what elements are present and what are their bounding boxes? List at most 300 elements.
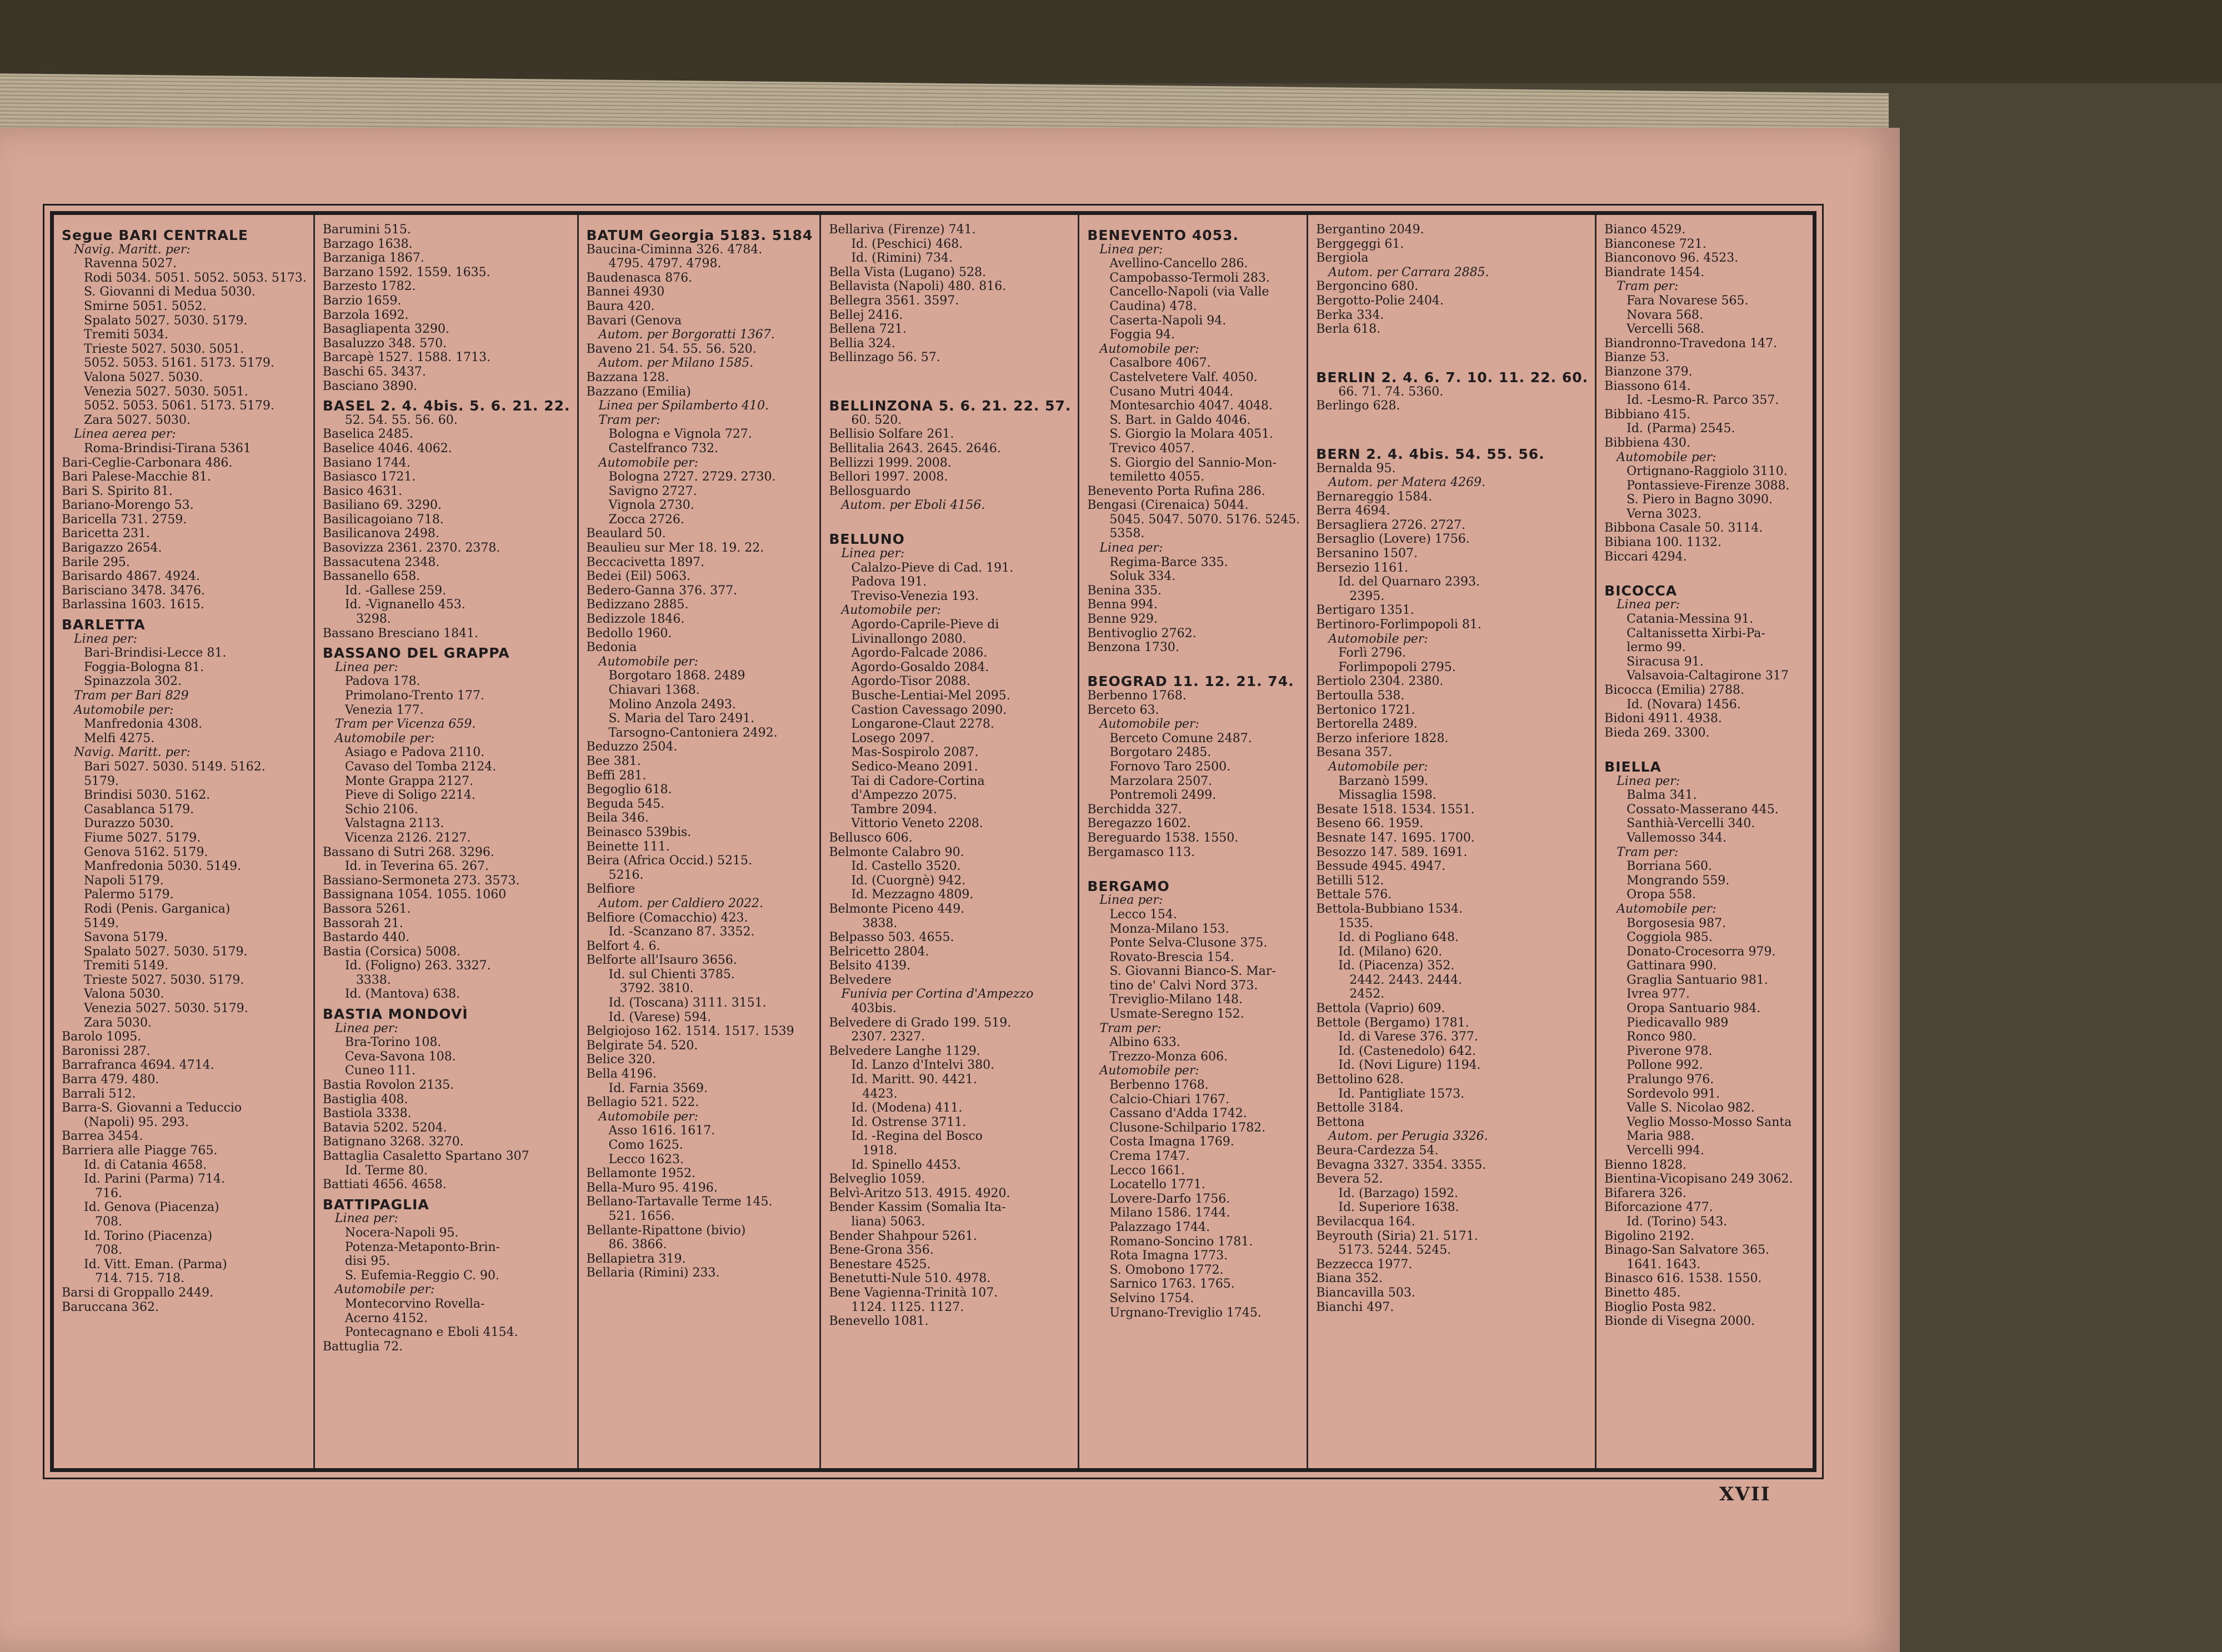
index-entry: Asiago e Padova 2110. [344, 745, 485, 760]
index-entry: Bene Vagienna-Trinità 107. [829, 1285, 998, 1300]
index-entry: Barolo 1095. [62, 1030, 142, 1044]
index-entry: Veglio Mosso-Mosso Santa [1627, 1115, 1792, 1129]
index-entry: Treviso-Venezia 193. [851, 589, 979, 603]
index-entry: Bettolle 3184. [1316, 1101, 1404, 1115]
index-entry: Trevico 4057. [1109, 441, 1195, 455]
index-entry: Benna 994. [1087, 598, 1158, 612]
index-heading: BASTIA MONDOVÌ [322, 1006, 468, 1023]
index-entry: Benina 335. [1087, 583, 1162, 598]
index-entry: Autom. per Borgoratti 1367. [598, 328, 775, 342]
index-entry: Automobile per: [598, 1109, 698, 1124]
index-entry: Automobile per: [1328, 759, 1428, 774]
index-entry: Biandrate 1454. [1604, 265, 1705, 279]
index-entry: Bernareggio 1584. [1316, 489, 1433, 504]
index-entry: Pieve di Soligo 2214. [344, 788, 476, 803]
index-entry: Bella Vista (Lugano) 528. [829, 265, 987, 279]
index-entry: Batignano 3268. 3270. [322, 1135, 464, 1149]
index-entry: Beyrouth (Siria) 21. 5171. [1316, 1229, 1478, 1243]
index-entry: Beregazzo 1602. [1087, 817, 1191, 831]
index-entry: Id. sul Chienti 3785. [608, 967, 735, 982]
index-entry: Bologna e Vignola 727. [608, 427, 752, 442]
index-entry: Belvedere di Grado 199. 519. [829, 1015, 1012, 1030]
index-entry: Basovizza 2361. 2370. 2378. [322, 541, 501, 555]
index-entry: Id. -Scanzano 87. 3352. [608, 925, 755, 939]
index-entry: Belvì-Aritzo 513. 4915. 4920. [829, 1186, 1010, 1200]
index-entry: Berlingo 628. [1316, 399, 1400, 413]
index-entry: Agordo-Caprile-Pieve di [851, 618, 999, 632]
index-entry: Benevello 1081. [829, 1314, 929, 1329]
index-entry: Catania-Messina 91. [1627, 612, 1754, 627]
index-entry: Berceto Comune 2487. [1109, 731, 1252, 745]
index-column-3 [579, 215, 822, 1468]
index-entry: Vicenza 2126. 2127. [344, 830, 471, 845]
index-entry: Bologna 2727. 2729. 2730. [608, 470, 776, 484]
index-entry: Bellusco 606. [829, 830, 913, 845]
index-entry: S. Bart. in Galdo 4046. [1109, 413, 1251, 427]
index-entry: Benestare 4525. [829, 1257, 931, 1271]
index-entry: Marzolara 2507. [1109, 774, 1213, 788]
index-entry: Nocera-Napoli 95. [344, 1225, 459, 1240]
index-entry: Battiati 4656. 4658. [322, 1178, 447, 1192]
index-entry: Oropa 558. [1627, 888, 1696, 902]
index-entry: Rovato-Brescia 154. [1109, 950, 1234, 964]
page-number: XVII [1719, 1483, 1771, 1505]
index-entry: Funivia per Cortina d'Ampezzo [841, 987, 1034, 1002]
index-column-2 [315, 215, 579, 1468]
index-entry: Berceto 63. [1087, 703, 1159, 717]
index-entry: Belfiore [586, 882, 635, 897]
index-entry: Linea per: [334, 660, 398, 674]
index-entry: Bettona [1316, 1115, 1365, 1129]
index-entry: Acerno 4152. [344, 1311, 428, 1325]
index-entry: Belsito 4139. [829, 959, 910, 973]
index-entry: Cassano d'Adda 1742. [1109, 1107, 1247, 1121]
index-entry: Id. (Parma) 2545. [1627, 422, 1735, 436]
index-entry: Foggia-Bologna 81. [84, 660, 204, 674]
index-entry: Milano 1586. 1744. [1109, 1206, 1230, 1220]
index-entry: Busche-Lentiai-Mel 2095. [851, 689, 1010, 703]
index-entry [829, 365, 1071, 379]
index-entry: Betilli 512. [1316, 873, 1384, 888]
index-entry: Beaulard 50. [586, 527, 666, 541]
index-entry: Montesarchio 4047. 4048. [1109, 399, 1273, 413]
index-entry: Id. -Regina del Bosco [851, 1129, 983, 1144]
index-entry: Automobile per: [1099, 717, 1199, 732]
index-entry: Automobile per: [1099, 342, 1199, 356]
index-entry: Calalzo-Pieve di Cad. 191. [851, 560, 1014, 575]
index-entry: Bicocca (Emilia) 2788. [1604, 683, 1744, 697]
index-entry: Binasco 616. 1538. 1550. [1604, 1271, 1762, 1286]
index-entry: Automobile per: [1099, 1064, 1199, 1078]
index-entry: Biancavilla 503. [1316, 1285, 1415, 1300]
index-entry: Beccacivetta 1897. [586, 555, 705, 569]
index-entry: Bigolino 2192. [1604, 1229, 1695, 1243]
index-entry: Sarnico 1763. 1765. [1109, 1277, 1235, 1291]
index-entry: Basagliapenta 3290. [322, 322, 449, 337]
index-entry: Bersaglio (Lovere) 1756. [1316, 532, 1470, 547]
index-entry: Bettale 576. [1316, 888, 1392, 902]
index-entry: Montecorvino Rovella- [344, 1296, 485, 1311]
index-entry: Coggiola 985. [1627, 930, 1713, 945]
index-entry: Barile 295. [62, 555, 130, 569]
index-entry: Id. (Cuorgnè) 942. [851, 873, 966, 888]
index-entry: Castelfranco 732. [608, 441, 719, 455]
index-entry: Bettole (Bergamo) 1781. [1316, 1015, 1469, 1030]
index-heading: BASSANO DEL GRAPPA [322, 645, 510, 662]
index-entry: Fornovo Taro 2500. [1109, 759, 1231, 774]
index-entry: 3792. 3810. [619, 982, 694, 996]
index-column-4 [821, 215, 1079, 1468]
index-entry: Battaglia Casaletto Spartano 307 [322, 1149, 529, 1163]
index-frame [50, 211, 1816, 1472]
index-entry: Baruccana 362. [62, 1300, 159, 1314]
index-entry: S. Giovanni di Medua 5030. [84, 285, 256, 299]
index-entry: Biana 352. [1316, 1271, 1383, 1286]
index-entry: Bellosguardo [829, 484, 911, 498]
index-entry: Bassora 5261. [322, 902, 411, 916]
index-entry: Bassignana 1054. 1055. 1060 [322, 888, 507, 902]
index-entry: Berchidda 327. [1087, 802, 1182, 817]
index-entry: Bifarera 326. [1604, 1186, 1686, 1200]
index-entry: Bianzone 379. [1604, 364, 1693, 379]
index-entry: Autom. per Milano 1585. [598, 356, 754, 371]
index-entry: Zocca 2726. [608, 512, 684, 527]
index-entry: Linea per: [1617, 774, 1680, 788]
index-entry: Beinette 111. [586, 839, 670, 854]
index-entry: 3838. [862, 916, 898, 930]
index-entry: Gattinara 990. [1627, 959, 1717, 973]
index-entry: Bessude 4945. 4947. [1316, 859, 1446, 874]
index-entry: Bettola-Bubbiano 1534. [1316, 902, 1463, 916]
index-entry: S. Giovanni Bianco-S. Mar- [1109, 964, 1276, 979]
index-entry: Id. Genova (Piacenza) [84, 1200, 219, 1215]
index-entry: Cuneo 111. [344, 1064, 416, 1078]
index-entry: Id. Terme 80. [344, 1163, 428, 1178]
index-entry: Beila 346. [586, 811, 649, 825]
index-entry: 66. 71. 74. 5360. [1338, 384, 1444, 399]
index-entry: 5173. 5244. 5245. [1338, 1243, 1452, 1258]
index-entry: Venezia 177. [344, 703, 424, 717]
index-entry [1316, 413, 1588, 428]
index-entry: Rodi (Penis. Garganica) [84, 902, 231, 916]
index-entry: Bellavista (Napoli) 480. 816. [829, 279, 1007, 294]
index-entry: Missaglia 1598. [1338, 788, 1437, 803]
index-entry: Beduzzo 2504. [586, 740, 678, 754]
index-entry: 1535. [1338, 916, 1374, 930]
index-entry: Bernalda 95. [1316, 461, 1396, 475]
index-entry: Agordo-Tisor 2088. [851, 674, 970, 689]
index-entry: Caserta-Napoli 94. [1109, 313, 1227, 328]
index-entry: Automobile per: [1617, 450, 1716, 464]
index-entry: Besate 1518. 1534. 1551. [1316, 802, 1475, 817]
index-entry: Bettolino 628. [1316, 1073, 1404, 1087]
index-entry: Automobile per: [598, 455, 698, 470]
index-entry: Id. di Varese 376. 377. [1338, 1030, 1478, 1044]
index-entry: Linea per: [1617, 598, 1680, 612]
index-entry: Id. (Modena) 411. [851, 1101, 963, 1115]
index-entry: 52. 54. 55. 56. 60. [344, 413, 458, 427]
index-entry: Bergamasco 113. [1087, 845, 1195, 859]
index-entry: Vercelli 994. [1627, 1144, 1704, 1158]
index-entry: Bella 4196. [586, 1067, 657, 1082]
index-entry: Belgirate 54. 520. [586, 1038, 698, 1053]
index-entry: Valona 5030. [84, 987, 164, 1002]
index-entry: 5179. [84, 774, 119, 788]
index-entry: Campobasso-Termoli 283. [1109, 271, 1270, 285]
index-entry: Id. Maritt. 90. 4421. [851, 1073, 977, 1087]
index-entry: Bevilacqua 164. [1316, 1214, 1415, 1229]
index-entry: Bellisio Solfare 261. [829, 427, 954, 442]
index-entry: Id. Lanzo d'Intelvi 380. [851, 1058, 995, 1073]
index-entry: Binago-San Salvatore 365. [1604, 1243, 1770, 1258]
index-entry: Pollone 992. [1627, 1058, 1703, 1073]
index-entry: S. Giorgio la Molara 4051. [1109, 427, 1274, 442]
index-entry: Castelvetere Valf. 4050. [1109, 370, 1258, 384]
index-entry: Brindisi 5030. 5162. [84, 788, 211, 803]
index-entry: Bevagna 3327. 3354. 3355. [1316, 1158, 1487, 1172]
index-entry: Id. -Vignanello 453. [344, 598, 466, 612]
index-entry: Bra-Torino 108. [344, 1035, 442, 1050]
index-entry [1316, 337, 1588, 351]
index-entry: Schio 2106. [344, 802, 418, 817]
index-entry: Genova 5162. 5179. [84, 845, 208, 859]
index-entry: Losego 2097. [851, 731, 934, 745]
index-entry: Id. (Barzago) 1592. [1338, 1186, 1459, 1200]
index-entry: Pontremoli 2499. [1109, 788, 1217, 803]
index-entry: Melfi 4275. [84, 731, 155, 745]
index-entry: Linea per: [841, 547, 905, 561]
index-entry: disi 95. [344, 1254, 391, 1269]
index-entry: Barzio 1659. [322, 293, 402, 308]
index-entry: Automobile per: [334, 731, 435, 745]
index-entry: Padova 178. [344, 674, 421, 689]
index-entry: Benetutti-Nule 510. 4978. [829, 1271, 991, 1286]
index-entry: Automobile per: [1328, 632, 1428, 646]
index-heading: BELLINZONA 5. 6. 21. 22. 57. [829, 398, 1072, 414]
index-entry: Bergoncino 680. [1316, 279, 1419, 294]
index-heading: BASEL 2. 4. 4bis. 5. 6. 21. 22. [322, 398, 570, 414]
index-entry: Oropa Santuario 984. [1627, 1002, 1761, 1016]
index-entry: Barzago 1638. [322, 237, 413, 251]
index-entry: Bianconese 721. [1604, 237, 1706, 251]
index-entry: Automobile per: [334, 1283, 435, 1297]
index-entry: Bee 381. [586, 754, 641, 768]
index-entry: Barzesto 1782. [322, 279, 416, 294]
index-entry: Ivrea 977. [1627, 987, 1690, 1002]
index-entry: Navig. Maritt. per: [74, 242, 191, 257]
index-entry: Barlassina 1603. 1615. [62, 598, 204, 612]
index-entry [1604, 740, 1806, 754]
index-entry: Bioglio Posta 982. [1604, 1300, 1716, 1314]
index-entry: Potenza-Metaponto-Brin- [344, 1240, 500, 1254]
index-entry: Vignola 2730. [608, 498, 694, 513]
index-entry: 1641. 1643. [1627, 1257, 1701, 1271]
index-entry: Bettola (Vaprio) 609. [1316, 1002, 1445, 1016]
index-entry: Bene-Grona 356. [829, 1243, 934, 1258]
index-entry: Lovere-Darfo 1756. [1109, 1192, 1230, 1206]
index-entry: Bassanello 658. [322, 569, 421, 584]
index-entry: Caltanissetta Xirbi-Pa- [1627, 626, 1765, 640]
index-entry: Barigazzo 2654. [62, 541, 162, 555]
index-entry: Siracusa 91. [1627, 654, 1704, 669]
index-entry: 5149. [84, 916, 119, 930]
index-entry: Id. (Varese) 594. [608, 1010, 712, 1024]
index-entry: Venezia 5027. 5030. 5051. [84, 384, 248, 399]
index-entry: Biassono 614. [1604, 379, 1691, 393]
index-entry: Barriera alle Piagge 765. [62, 1144, 218, 1158]
index-entry: Fiume 5027. 5179. [84, 830, 201, 845]
index-heading: BELLUNO [829, 531, 905, 548]
index-entry [1087, 859, 1300, 874]
index-entry: Mongrando 559. [1627, 873, 1730, 888]
index-entry: Tambre 2094. [851, 802, 937, 817]
index-entry: Linea per: [1099, 541, 1163, 555]
index-entry: Bazzano (Emilia) [586, 384, 691, 399]
index-entry: Bellizzi 1999. 2008. [829, 455, 952, 470]
index-entry: Manfredonia 4308. [84, 717, 203, 732]
index-entry: Manfredonia 5030. 5149. [84, 859, 242, 874]
index-entry: Bellano-Tartavalle Terme 145. [586, 1195, 773, 1209]
index-entry: Borriana 560. [1627, 859, 1713, 874]
index-entry: 3298. [356, 612, 391, 627]
index-entry: Calcio-Chiari 1767. [1109, 1092, 1230, 1107]
index-entry: Tram per: [1099, 1021, 1162, 1035]
index-entry: Baucina-Ciminna 326. 4784. [586, 242, 763, 257]
index-entry: Berka 334. [1316, 308, 1384, 322]
index-entry: Binetto 485. [1604, 1285, 1681, 1300]
index-entry: Bibbona Casale 50. 3114. [1604, 521, 1763, 535]
index-entry: Bastiglia 408. [322, 1092, 408, 1107]
index-entry: Bionde di Visegna 2000. [1604, 1314, 1755, 1329]
index-entry: Bannei 4930 [586, 285, 665, 299]
index-entry: Romano-Soncino 1781. [1109, 1234, 1253, 1249]
index-entry: Baselice 4046. 4062. [322, 441, 452, 455]
index-entry: Barcapè 1527. 1588. 1713. [322, 351, 491, 365]
index-entry: Molino Anzola 2493. [608, 697, 736, 712]
index-entry: Id. di Pogliano 648. [1338, 930, 1459, 945]
index-entry: Bari-Brindisi-Lecce 81. [84, 646, 227, 660]
index-entry: Trezzo-Monza 606. [1109, 1049, 1228, 1064]
index-entry: Barisciano 3478. 3476. [62, 583, 205, 598]
index-entry: Ronco 980. [1627, 1030, 1696, 1044]
index-entry: Verna 3023. [1627, 507, 1701, 521]
index-heading: BARLETTA [62, 617, 146, 633]
index-entry: Urgnano-Treviglio 1745. [1109, 1305, 1262, 1320]
index-entry: Barrafranca 4694. 4714. [62, 1058, 214, 1073]
index-entry: Belricetto 2804. [829, 944, 929, 959]
index-entry: Lecco 1661. [1109, 1163, 1185, 1178]
index-entry: Bertinoro-Forlimpopoli 81. [1316, 618, 1482, 632]
index-entry: Basiasco 1721. [322, 470, 416, 484]
index-entry: S. Eufemia-Reggio C. 90. [344, 1268, 499, 1283]
index-entry: Berla 618. [1316, 322, 1381, 337]
index-entry: Bibiana 100. 1132. [1604, 535, 1721, 550]
index-entry: Id. Mezzagno 4809. [851, 888, 974, 902]
index-entry: Navig. Maritt. per: [74, 745, 191, 760]
index-entry: Besenо 66. 1959. [1316, 817, 1424, 831]
index-entry [829, 379, 1071, 394]
index-entry: Bezzecca 1977. [1316, 1257, 1413, 1271]
index-entry: temiletto 4055. [1109, 470, 1205, 484]
index-entry: d'Ampezzo 2075. [851, 788, 957, 803]
index-entry: Basiliano 69. 3290. [322, 498, 442, 513]
index-entry: Belfort 4. 6. [586, 939, 660, 953]
index-entry: Id. (Novara) 1456. [1627, 697, 1741, 712]
index-entry: 716. [95, 1186, 122, 1200]
index-entry: Bianze 53. [1604, 351, 1670, 365]
index-entry: Bender Kassim (Somalia Ita- [829, 1200, 1006, 1215]
index-entry: 714. 715. 718. [95, 1271, 184, 1286]
index-entry: S. Omobono 1772. [1109, 1263, 1224, 1277]
index-entry: Castion Cavessago 2090. [851, 703, 1007, 717]
index-entry: Bavari (Genova [586, 313, 682, 328]
index-entry: Tram per: [598, 413, 660, 427]
index-entry: Tram per: [1617, 279, 1679, 294]
index-entry: Autom. per Perugia 3326. [1328, 1129, 1488, 1144]
index-heading: Segue BARI CENTRALE [62, 227, 248, 243]
index-entry [1087, 655, 1300, 669]
index-entry: Vittorio Veneto 2208. [851, 817, 983, 831]
index-entry: Bergotto-Polie 2404. [1316, 293, 1444, 308]
index-entry: Bianconovo 96. 4523. [1604, 251, 1739, 266]
index-entry: Barrea 3454. [62, 1129, 143, 1144]
index-entry: Id. (Peschici) 468. [851, 237, 963, 251]
index-entry: Belmonte Piceno 449. [829, 902, 965, 916]
index-entry: Pontassieve-Firenze 3088. [1627, 478, 1790, 493]
index-entry: Bellena 721. [829, 322, 907, 337]
index-entry: Borgotaro 1868. 2489 [608, 669, 745, 683]
index-entry: Bassorah 21. [322, 916, 403, 930]
index-entry: Albino 633. [1109, 1035, 1180, 1050]
index-entry: Ceva-Savona 108. [344, 1049, 456, 1064]
index-column-5 [1079, 215, 1308, 1468]
index-entry [829, 513, 1071, 527]
index-entry: Bedei (Eil) 5063. [586, 569, 691, 584]
index-entry: Barrali 512. [62, 1087, 136, 1101]
index-entry: Graglia Santuario 981. [1627, 973, 1768, 987]
index-entry: Rodi 5034. 5051. 5052. 5053. 5173. [84, 271, 307, 285]
background-edge [0, 0, 2222, 83]
index-entry [1316, 427, 1588, 442]
index-entry: Piedicavallo 989 [1627, 1015, 1729, 1030]
index-entry: 4795. 4797. 4798. [608, 257, 722, 271]
index-entry: Benzona 1730. [1087, 640, 1179, 655]
index-entry: Begoglio 618. [586, 783, 672, 797]
index-entry: Bellinzago 56. 57. [829, 351, 940, 365]
index-entry: Belmonte Calabro 90. [829, 845, 964, 859]
index-column-7 [1597, 215, 1813, 1468]
index-entry: Id. (Milano) 620. [1338, 944, 1443, 959]
index-heading: BICOCCA [1604, 582, 1678, 599]
index-entry: Ortignano-Raggiolo 3110. [1627, 464, 1788, 479]
index-entry: Cusano Mutri 4044. [1109, 384, 1234, 399]
index-entry: Bastardo 440. [322, 930, 410, 945]
index-entry: Como 1625. [608, 1138, 683, 1152]
index-entry: Autom. per Caldiero 2022. [598, 896, 764, 910]
index-entry: Borgosesia 987. [1627, 916, 1726, 930]
index-entry: Id. (Novi Ligure) 1194. [1338, 1058, 1481, 1073]
index-entry: Forlì 2796. [1338, 646, 1407, 660]
index-entry: Batavia 5202. 5204. [322, 1120, 447, 1135]
index-entry: Bellitalia 2643. 2645. 2646. [829, 441, 1001, 455]
index-entry: Belpasso 503. 4655. [829, 930, 954, 945]
index-entry: Basciano 3890. [322, 379, 418, 393]
index-entry: Bari-Ceglie-Carbonara 486. [62, 455, 233, 470]
index-entry: Id. Vitt. Eman. (Parma) [84, 1257, 227, 1271]
index-entry: Besnate 147. 1695. 1700. [1316, 830, 1475, 845]
index-entry: Sedico-Meano 2091. [851, 759, 978, 774]
index-entry: Benne 929. [1087, 612, 1158, 627]
